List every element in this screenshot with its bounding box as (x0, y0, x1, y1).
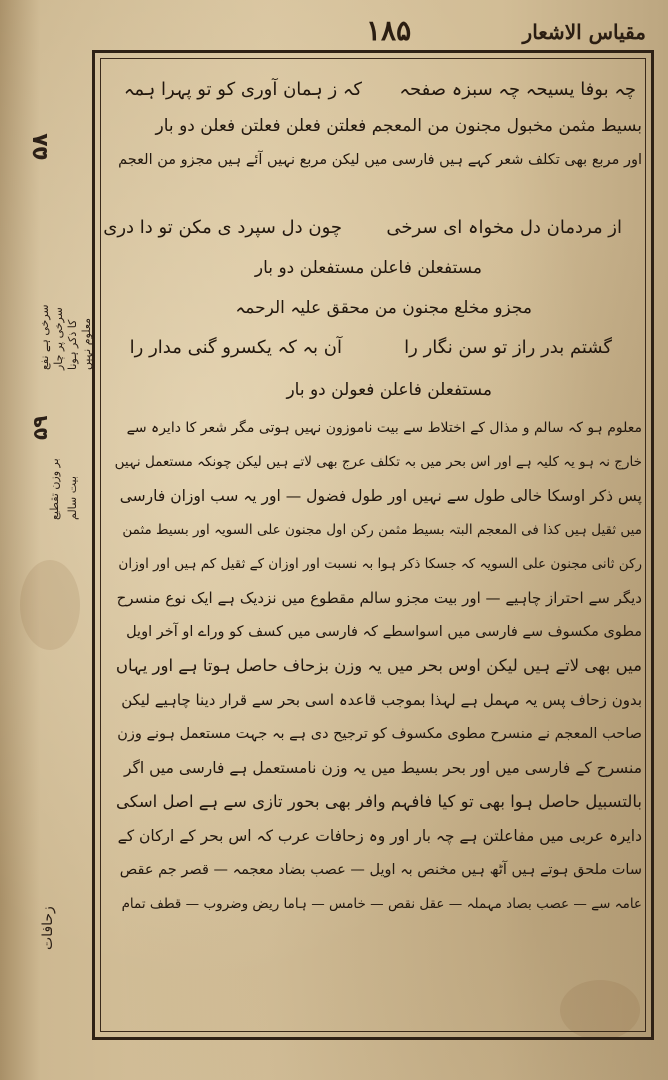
meter-line: بسیط مثمن مخبول مجنون من المعجم فعلتن فعلن فعلتن فعلن دو بار (155, 116, 642, 136)
margin-notes (8, 133, 93, 520)
running-title: مقیاس الاشعار (522, 20, 646, 44)
text-line: اور مربع بھی تکلف شعر کہے ہیں فارسی میں لیکن مربع نہیں آئے ہیں مجزو من العجم (118, 152, 642, 168)
text-line: پس ذکر اوسکا خالی طول سے نہیں اور طول فضول — اور یہ سب اوزان فارسی (119, 487, 642, 505)
verse-hemistich: چہ بوفا یسیحہ چہ سبزہ صفحہ (399, 79, 636, 100)
verse-hemistich: کہ ز ہمان آوری کو تو پہرا ہمہ (123, 79, 362, 100)
verse-hemistich: از مردمان دل مخواہ ای سرخی (386, 217, 622, 238)
text-line: بالتسبیل حاصل ہوا بھی تو کیا فافہم وافر بھی بحور تازی سے ہے اصل اسکی (115, 792, 642, 811)
text-line: میں ثقیل ہیں کذا فی المعجم البتہ بسیط مثمن رکن اول مجنون علی السویہ اور بسیط مثمن (122, 522, 642, 538)
text-line: مطوی مکسوف سے فارسی میں اسواسطے کہ فارسی میں کسف کو وراے او آخر اویل (126, 624, 642, 640)
text-line: رکن ثانی مجنون علی السویہ کہ جسکا ذکر ہوا بہ نسبت اور اوزان کے ثقیل کم ہیں اور اوزان (118, 556, 642, 572)
text-line: بدون زحاف پس یہ مہمل ہے لہذا بموجب قاعدہ اسی بحر سے قرار دینا چاہیے لیکن (121, 691, 642, 709)
margin-note-line: کا ذکر ہونا (66, 319, 79, 370)
text-line: میں بھی لاتے ہیں لیکن اوس بحر میں یہ وزن بزحاف حاصل ہوتا ہے اور یہاں (115, 656, 642, 675)
text-line: عامہ سے — عصب بصاد مہملہ — عقل نقص — خامس — ہاما ریض وضروب — قطف تمام (121, 896, 642, 912)
text-line: منسرح کے فارسی میں اور بحر بسیط میں یہ وزن نامستعمل ہے فارسی میں اگر (123, 759, 642, 777)
text-line: معلوم ہو کہ سالم و مذال کے اختلاط سے بیت ناموزون نہیں ہوتی مگر شعر کا دایرہ سے (126, 420, 642, 436)
text-line: دایرہ عربی میں مفاعلتن ہے چہ بار اور وہ زحافات عرب کہ اس بحر کے ارکان کے (117, 827, 642, 845)
text-line: سات ملحق ہوتے ہیں آٹھ ہیں مخنص بہ اویل — عصب بضاد معجمہ — قصر جم عقص (119, 862, 642, 878)
margin-note-line: سرخی ہے نفع (38, 304, 51, 370)
verse-hemistich: چون دل سپرد ی مکن تو دا دری (103, 217, 342, 238)
page-header (96, 14, 656, 50)
page-number: ۱۸۵ (366, 14, 412, 47)
meter-line: مستفعلن فاعلن مستفعلن دو بار (254, 258, 482, 278)
catchword: زحافات (40, 906, 56, 950)
verse-hemistich: گشتم بدر راز تو سن نگار را (404, 337, 612, 358)
meter-line: مستفعلن فاعلن فعولن دو بار (286, 380, 492, 400)
margin-note-line: سرخی پر چار (52, 307, 65, 370)
text-line: دیگر سے احتراز چاہیے — اور بیت مجزو سالم مقطوع میں نزدیک ہے ایک نوع منسرح (116, 589, 642, 607)
verse-hemistich: آن بہ کہ یکسرو گنی مدار را (129, 337, 342, 358)
text-line: صاحب المعجم نے منسرح مطوی مکسوف کو ترجیح دی ہے بہ جہت مستعمل ہونے وزن (117, 726, 642, 742)
margin-note-number: ۵۸ (28, 133, 53, 160)
margin-note-number: ۵۹ (28, 415, 52, 440)
margin-note-line: بیت سالم (66, 476, 79, 520)
margin-note-line: معلوم نہیں (80, 317, 93, 370)
paper-stain (20, 560, 80, 650)
text-line: خارج نہ ہو یہ کلیہ ہے اور اس بحر میں بہ تکلف عرج بھی لاتے ہیں لیکن چونکہ مستعمل نہیں (114, 454, 642, 470)
text-frame-inner (100, 58, 646, 1032)
section-heading: مجزو مخلع مجنون من محقق علیہ الرحمہ (235, 298, 532, 318)
margin-note-line: بر وزن تقطیع (48, 458, 61, 520)
